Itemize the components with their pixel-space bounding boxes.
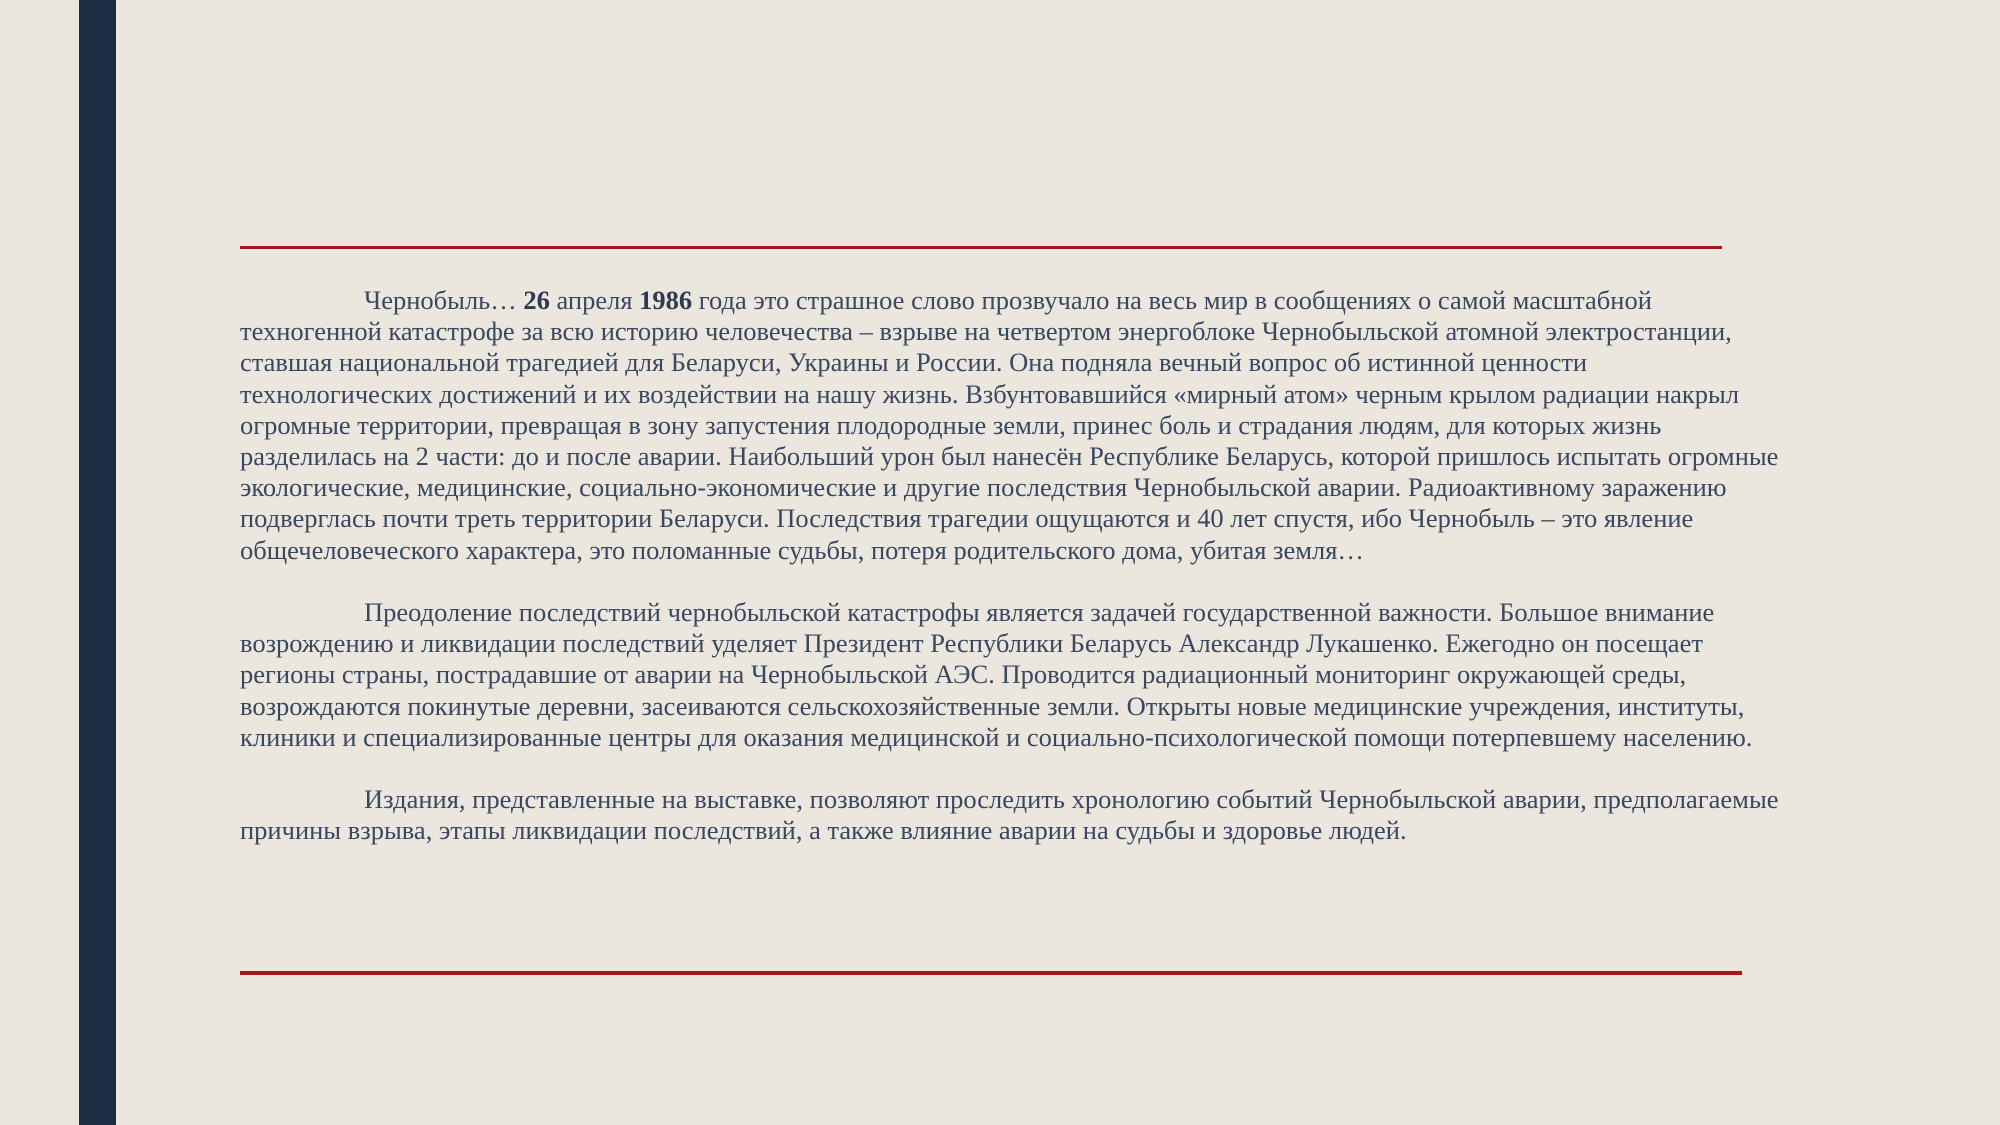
paragraph-exhibition: Издания, представленные на выставке, позволяют проследить хронологию событий Чернобыльской аварии, предполагаемые причины взрыва, этапы ликвидации последствий, а также влияние аварии на судьбы и здоровье людей. bbox=[240, 784, 1779, 846]
bottom-divider-line bbox=[240, 971, 1742, 975]
paragraph-chernobyl-intro bbox=[240, 285, 1780, 566]
intro-rest: года это страшное слово прозвучало на весь мир в сообщениях о самой масштабной техногенной катастрофе за всю историю человечества – взрыве на четвертом энергоблоке Чернобыльской атомной электростанции, ставшая национальной трагедией для Беларуси, Украины и России. Она подняла вечный вопрос об истинной ценности технологических достижений и их воздействии на нашу жизнь. Взбунтовавшийся «мирный атом» черным крылом радиации накрыл огромные территории, превращая в зону запустения плодородные земли, принес боль и страдания людям, для которых жизнь разделилась на 2 части: до и после аварии. Наибольший урон был нанесён Республике Беларусь, которой пришлось испытать огромные экологические, медицинские, социально-экономические и другие последствия Чернобыльской аварии. Радиоактивному заражению подверглась почти треть территории Беларуси. Последствия трагедии ощущаются и 40 лет спустя, ибо Чернобыль – это явление общечеловеческого характера, это поломанные судьбы, потеря родительского дома, убитая земля… bbox=[240, 285, 1779, 565]
date-month: апреля bbox=[549, 285, 640, 315]
sidebar-accent-bar bbox=[79, 0, 116, 1125]
top-divider-line bbox=[240, 246, 1722, 249]
paragraph-state-measures: Преодоление последствий чернобыльской катастрофы является задачей государственной важности. Большое внимание возрождению и ликвидации последствий уделяет Президент Республики Беларусь Александр Лукашенко. Ежегодно он посещает регионы страны, пострадавшие от аварии на Чернобыльской АЭС. Проводится радиационный мониторинг окружающей среды, возрождаются покинутые деревни, засеиваются сельскохозяйственные земли. Открыты новые медицинские учреждения, институты, клиники и специализированные центры для оказания медицинской и социально-психологической помощи потерпевшему населению. bbox=[240, 597, 1753, 752]
date-day: 26 bbox=[523, 285, 550, 315]
slide-text-body bbox=[240, 285, 1780, 847]
date-year: 1986 bbox=[639, 285, 693, 315]
intro-lead: Чернобыль… bbox=[364, 285, 524, 315]
